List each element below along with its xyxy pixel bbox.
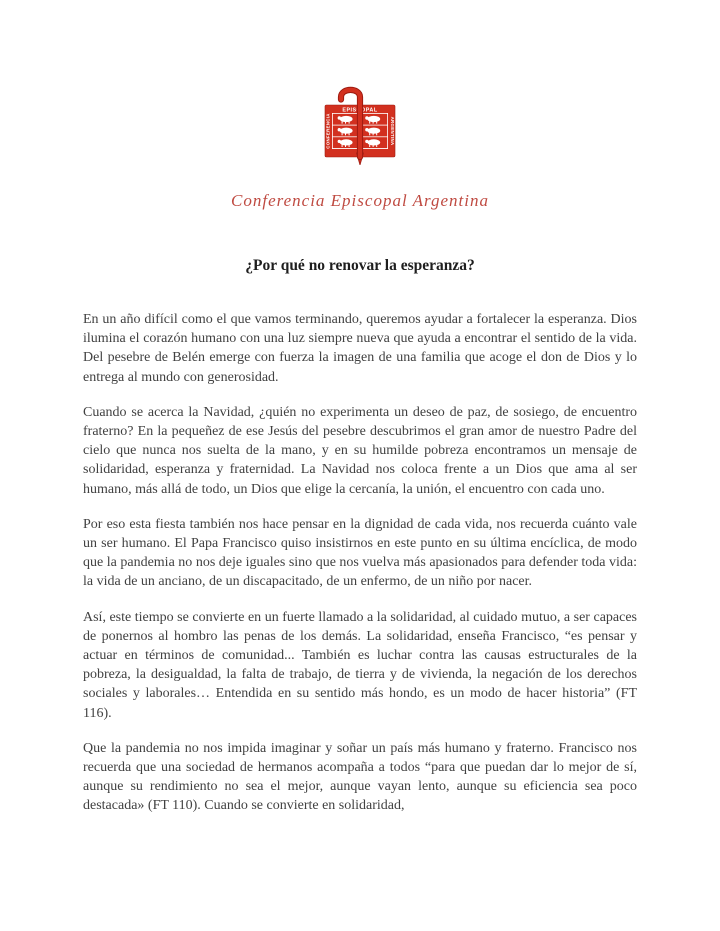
body-paragraph-4: Así, este tiempo se convierte en un fuerte llamado a la solidaridad, al cuidado mutuo, a ser capaces de ponernos al hombro las penas de los demás. La solidaridad, enseña Francisco, “es pensar y actuar en términos de comunidad... También es luchar contra las causas estructurales de la pobreza, la desigualdad, la falta de trabajo, de tierra y de vivienda, la negación de los derechos sociales y laborales… Entendida en su sentido más hondo, es un modo de hacer historia” (FT 116). bbox=[83, 609, 637, 721]
document-body bbox=[83, 310, 637, 816]
body-paragraph-2: Cuando se acerca la Navidad, ¿quién no experimenta un deseo de paz, de sosiego, de encuentro fraterno? En la pequeñez de ese Jesús del pesebre descubrimos el gran amor de nuestro Padre del cielo que nunca nos suelta de la mano, y en su humilde pobreza encontramos un mensaje de solidaridad, esperanza y fraternidad. La Navidad nos coloca frente a un Dios que ama al ser humano, más allá de todo, un Dios que elige la cercanía, la unión, el encuentro con cada uno. bbox=[83, 404, 637, 497]
episcopal-conference-emblem-icon bbox=[320, 85, 400, 165]
body-paragraph-5: Que la pandemia no nos impida imaginar y soñar un país más humano y fraterno. Francisco nos recuerda que una sociedad de hermanos acompaña a todos “para que puedan dar lo mejor de sí, aunque su rendimiento no sea el mejor, aunque vayan lento, aunque su eficiencia sea poco destacada» (FT 110). Cuando se convierte en solidaridad, bbox=[83, 740, 637, 814]
organization-script-name: Conferencia Episcopal Argentina bbox=[231, 191, 489, 210]
body-paragraph-1: En un año difícil como el que vamos terminando, queremos ayudar a fortalecer la esperanza. Dios ilumina el corazón humano con una luz siempre nueva que ayuda a encontrar el sentido de la vida. Del pesebre de Belén emerge con fuerza la imagen de una familia que acoge el don de Dios y lo entrega al mundo con generosidad. bbox=[83, 312, 637, 385]
document-title: ¿Por qué no renovar la esperanza? bbox=[245, 257, 475, 274]
shield-word-left: CONFERENCIA bbox=[325, 113, 331, 149]
shield-word-top: EPISCOPAL bbox=[342, 107, 378, 114]
body-paragraph-3: Por eso esta fiesta también nos hace pensar en la dignidad de cada vida, nos recuerda cuánto vale un ser humano. El Papa Francisco quiso insistirnos en este punto en su última encíclica, de modo que la pandemia no nos deje iguales sino que nos vuelva más apasionados para defender toda vida: la vida de un anciano, de un discapacitado, de un enfermo, de un niño por nacer. bbox=[83, 516, 637, 590]
episcopal-conference-emblem bbox=[320, 85, 400, 165]
shield-word-right: ARGENTINA bbox=[389, 116, 395, 146]
